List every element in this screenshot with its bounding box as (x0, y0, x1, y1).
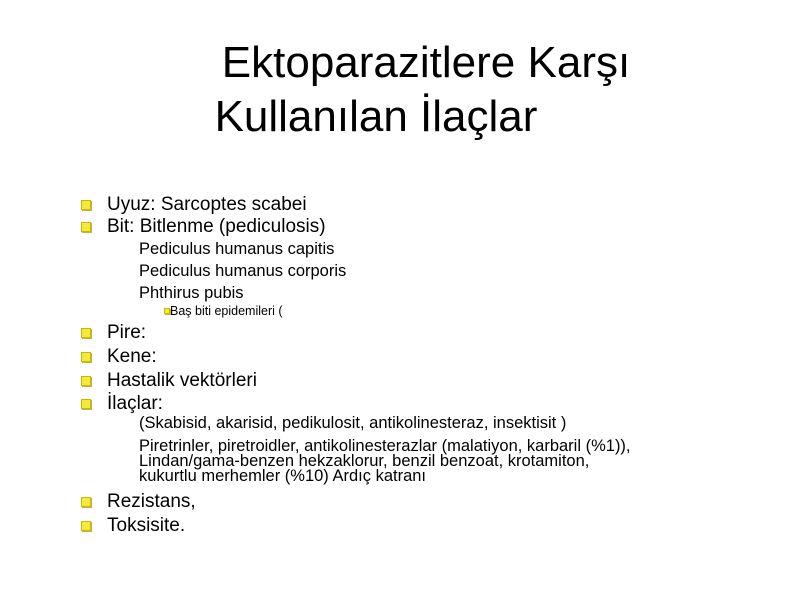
sub-item-capitis: Pediculus humanus capitis (139, 240, 335, 258)
sub-sub-item-bas-biti (170, 304, 283, 319)
square-bullet-icon (81, 222, 91, 232)
square-bullet-icon (81, 352, 91, 362)
bullet-text: Kene: (107, 346, 157, 367)
bullet-text: Hastalik vektörleri (107, 370, 257, 391)
small-square-bullet-icon (164, 308, 170, 314)
bullet-rezistans (107, 491, 196, 513)
square-bullet-icon (81, 376, 91, 386)
square-bullet-icon (81, 399, 91, 409)
square-bullet-icon (81, 200, 91, 210)
ilac-list-line: Lindan/gama-benzen hekzaklorur, benzil benzoat, krotamiton, (139, 452, 590, 470)
sub-item-ilac-types: (Skabisid, akarisid, pedikulosit, antikolinesteraz, insektisit ) (139, 414, 567, 432)
bullet-text: Pire: (107, 322, 147, 343)
sub-item-pubis: Phthirus pubis (139, 284, 244, 302)
bullet-hastalik (107, 370, 257, 392)
title-line-2: Kullanılan İlaçlar (214, 92, 538, 141)
bullet-uyuz (107, 194, 307, 216)
bullet-pire (107, 322, 146, 344)
bullet-text: Uyuz: Sarcoptes scabei (107, 194, 307, 215)
bullet-bit (107, 216, 326, 238)
square-bullet-icon (81, 497, 91, 507)
square-bullet-icon (81, 521, 91, 531)
bullet-toksisite (107, 515, 185, 537)
title-line-1: Ektoparazitlere Karşı (221, 38, 631, 87)
ilac-list-line: Piretrinler, piretroidler, antikolinesterazlar (malatiyon, karbaril (%1)), (139, 437, 631, 455)
sub-item-ilac-list (139, 439, 779, 484)
bullet-text: Toksisite. (107, 515, 186, 536)
bullet-text: Rezistans, (107, 491, 196, 512)
bullet-kene (107, 346, 157, 368)
bullet-ilaclar (107, 393, 163, 415)
bullet-text: Baş biti epidemileri ( (170, 304, 283, 318)
sub-item-corporis: Pediculus humanus corporis (139, 262, 347, 280)
bullet-text: İlaçlar: (107, 393, 163, 414)
bullet-text: Bit: Bitlenme (pediculosis) (107, 216, 326, 237)
square-bullet-icon (81, 328, 91, 338)
ilac-list-line: kukurtlu merhemler (%10) Ardıç katranı (139, 467, 427, 485)
